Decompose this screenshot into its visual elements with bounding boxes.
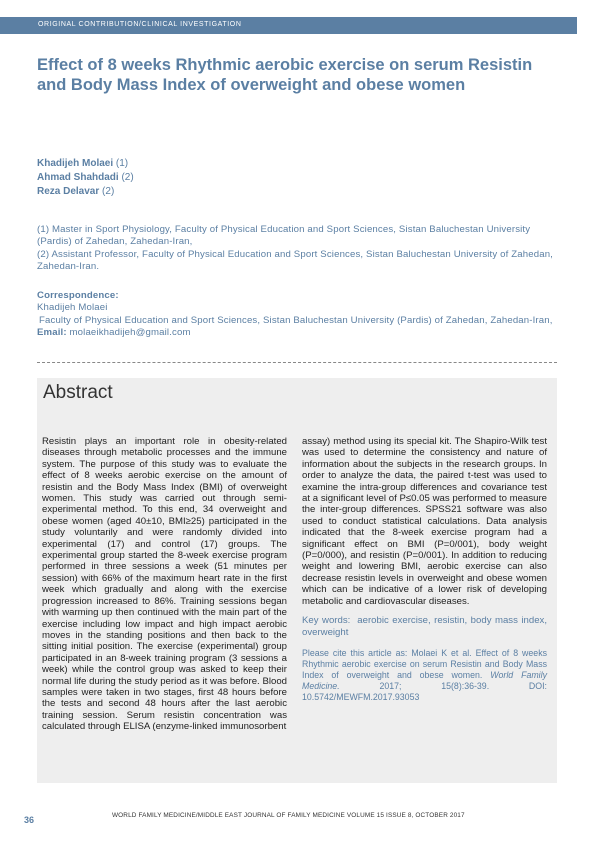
keywords-text: aerobic exercise, resistin, body mass index, overweight [302, 615, 547, 638]
affiliation-item: (2) Assistant Professor, Faculty of Physical Education and Sport Sciences, Sistan Baluchestan University of Zahedan, Zahedan-Iran. [37, 248, 553, 273]
author-name: Khadijeh Molaei [37, 158, 114, 169]
citation [302, 648, 547, 703]
author-name: Reza Delavar [37, 186, 100, 197]
correspondence-address: Faculty of Physical Education and Sport Sciences, Sistan Baluchestan University (Pardis) of Zahedan, Zahedan-Iran, [39, 314, 553, 326]
abstract-left-column: Resistin plays an important role in obesity-related diseases through metabolic processes and the immune system. The purpose of this study was to evaluate the effect of 8 weeks aerobic exercise on the amount of resistin and the Body Mass Index (BMI) of overweight women. This study was carried out through semi-experimental method. To this end, 34 overweight and obese women (aged 40±10, BMI≥25) participated in the study voluntarily and were randomly divided into experimental (17) and control (17) groups. The experimental group started the 8-week exercise program performed in three sessions a week (51 minutes per session) with 66% of the maximum heart rate in the first week which gradually and along with the exercise progression increased to 86%. Training sessions began with warming up then continued with the main part of the exercise including low impact and high impact aerobic moves in the standing positions and then back to the sitting initial position. The exercise (experimental) group participated in an 8-week training program (3 sessions a week) while the control group was asked to keep their normal life during the study period as it was before. Blood samples were taken in two stages, first 48 hours before the tests and second 48 hours after the last aerobic training session. Serum resistin concentration was calculated through ELISA (enzyme-linked immunosorbent [42, 436, 287, 733]
correspondence-name: Khadijeh Molaei [37, 302, 108, 314]
article-title: Effect of 8 weeks Rhythmic aerobic exercise on serum Resistin and Body Mass Index of overweight and obese women [37, 56, 533, 94]
author-affil: (1) [115, 158, 129, 169]
citation-suffix: 2017; 15(8):36-39. DOI: 10.5742/MEWFM.2017.93053 [302, 680, 547, 702]
author-affil: (2) [121, 172, 134, 183]
citation-journal: World Family Medicine. [302, 669, 547, 691]
abstract-heading: Abstract [43, 382, 113, 403]
author-item [37, 185, 134, 199]
divider [37, 362, 557, 363]
abstract-right-text: assay) method using its special kit. The Shapiro-Wilk test was used to determine the consistency and nature of information about the subjects in the research groups. In order to analyze the data, the paired t-test was used to examine the intra-group differences and covariance test at a significant level of P≤0.05 was performed to measure the inter-group differences. SPSS21 software was also used to conduct statistical calculations. Data analysis indicated that the 8-week exercise program had a significant effect on BMI (P=0/001), body weight (P=0/000), and resistin (P=0/001). In addition to reducing weight and lowering BMI, aerobic exercise can also decrease resistin levels in overweight and obese women which can be indicative of a lower risk of developing metabolic and cardiovascular diseases. [302, 436, 547, 607]
correspondence-label: Correspondence: [37, 290, 119, 301]
author-item [37, 171, 134, 185]
keywords-label: Key words: [302, 615, 351, 627]
author-item [37, 157, 134, 171]
correspondence-block [37, 290, 562, 340]
section-banner [0, 17, 577, 34]
page-number: 36 [24, 815, 35, 825]
keywords [302, 615, 547, 638]
author-affil: (2) [102, 186, 115, 197]
affiliations [37, 224, 562, 274]
affiliation-item: (1) Master in Sport Physiology, Faculty of Physical Education and Sport Sciences, Sistan Baluchestan University (Pardis) of Zahedan, Zahedan-Iran, [37, 224, 531, 248]
citation-prefix: Please cite this article as: Molaei K et al. Effect of 8 weeks Rhythmic aerobic exercise on serum Resistin and Body Mass Index of overweight and obese women. [302, 647, 547, 680]
author-name: Ahmad Shahdadi [37, 172, 119, 183]
abstract-right-column [302, 436, 547, 703]
email-label: Email: [37, 327, 67, 339]
abstract-box [37, 378, 557, 783]
email-link[interactable]: molaeikhadijeh@gmail.com [69, 327, 191, 339]
section-label: ORIGINAL CONTRIBUTION/CLINICAL INVESTIGATION [38, 21, 242, 28]
author-list [37, 157, 134, 199]
journal-footer: WORLD FAMILY MEDICINE/MIDDLE EAST JOURNAL OF FAMILY MEDICINE VOLUME 15 ISSUE 8, OCTOBER 2017 [112, 812, 465, 819]
